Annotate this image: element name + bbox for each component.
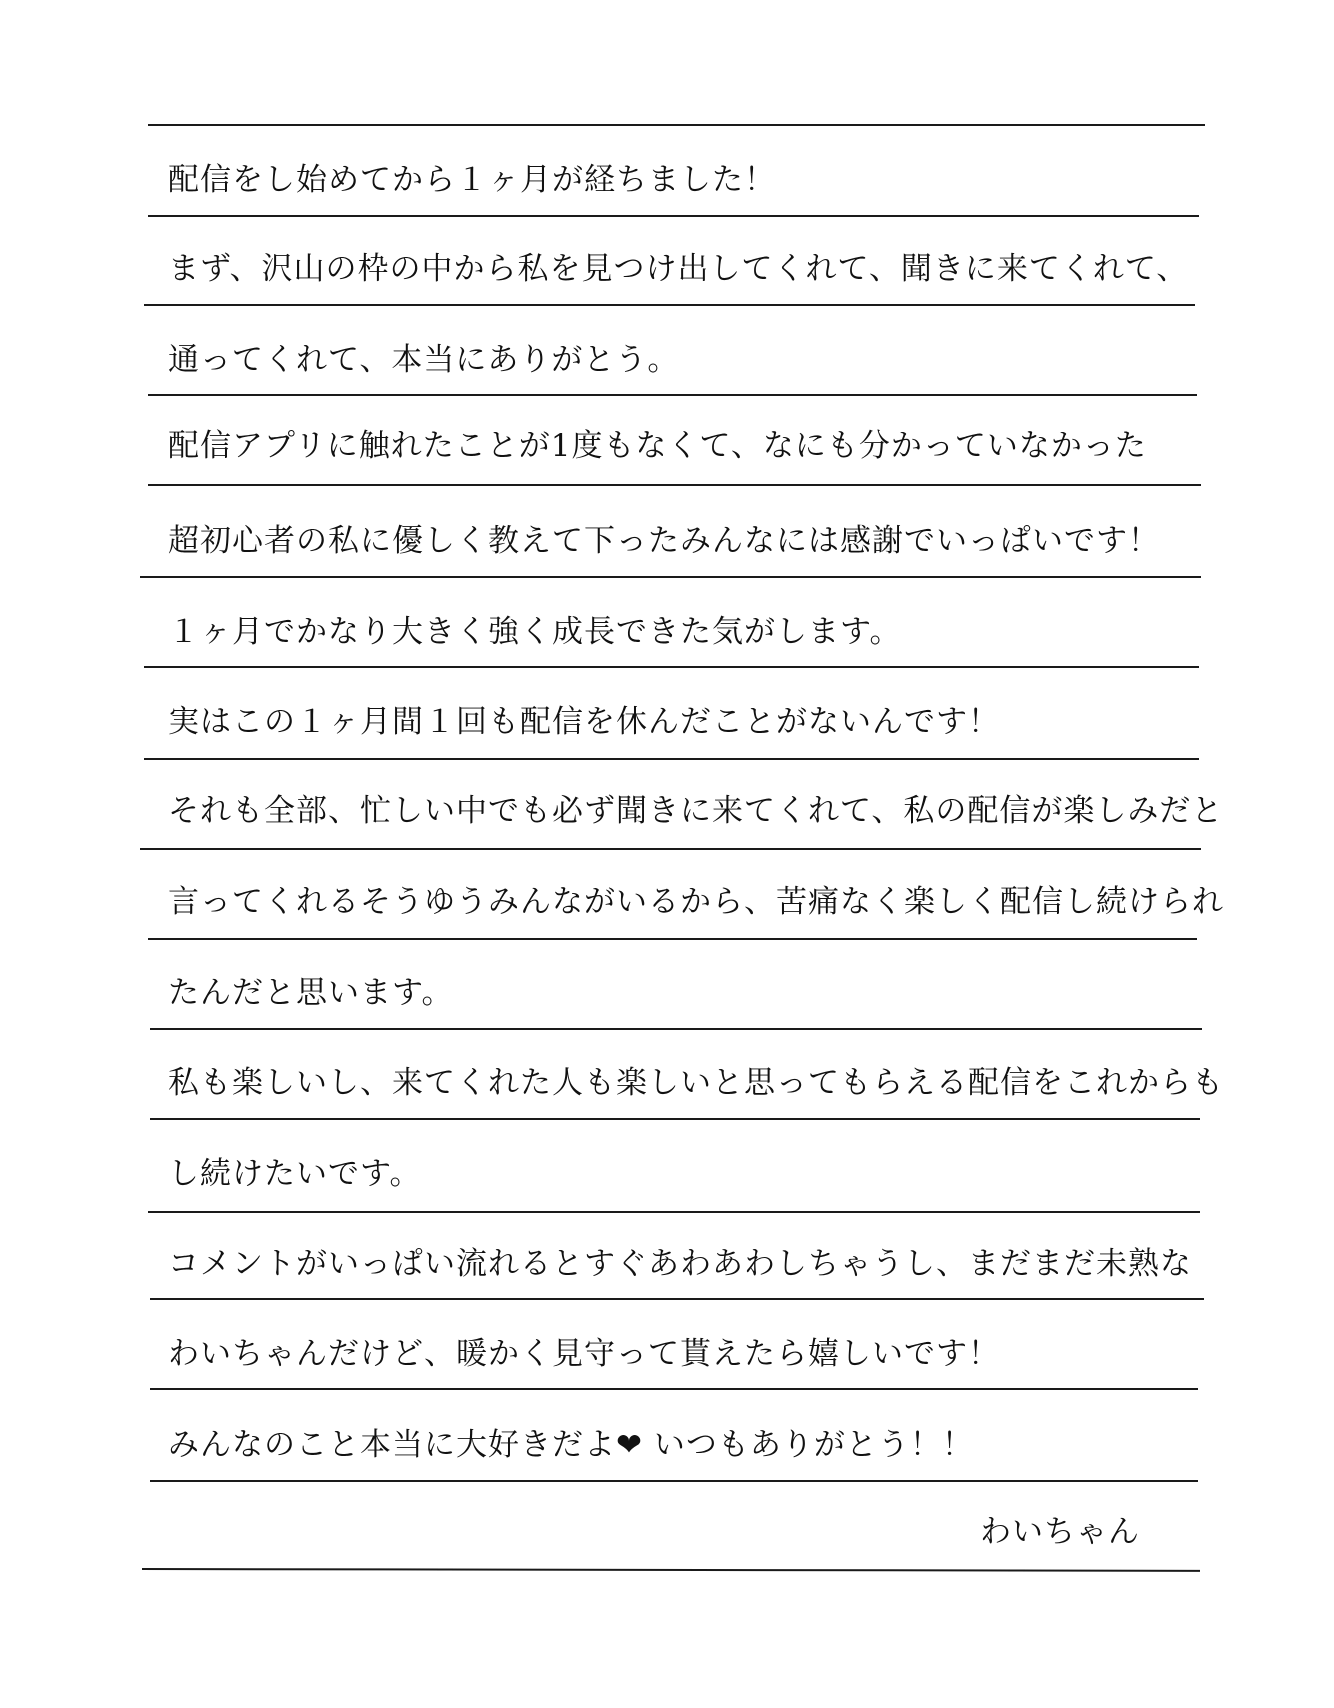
rule-line [140, 576, 1201, 578]
letter-line-10: たんだと思います。 [168, 975, 454, 1011]
rule-line [150, 1480, 1198, 1482]
rule-line [142, 1568, 1200, 1572]
letter-line-3: 通ってくれて、本当にありがとう。 [168, 342, 680, 378]
letter-line-2: まず、沢山の枠の中から私を見つけ出してくれて、聞きに来てくれて、 [168, 251, 1189, 287]
rule-line [150, 1298, 1204, 1300]
rule-line [148, 215, 1199, 217]
rule-line [148, 394, 1197, 396]
letter-line-5: 超初心者の私に優しく教えて下ったみんなには感謝でいっぱいです！ [168, 523, 1160, 559]
rule-line [148, 938, 1197, 940]
rule-line [150, 1388, 1198, 1390]
letter-line-11: 私も楽しいし、来てくれた人も楽しいと思ってもらえる配信をこれからも [168, 1065, 1224, 1101]
rule-line [140, 848, 1201, 850]
rule-line [148, 1211, 1200, 1213]
letter-line-13: コメントがいっぱい流れるとすぐあわあわしちゃうし、まだまだ未熟な [168, 1246, 1192, 1282]
letter-line-14: わいちゃんだけど、暖かく見守って貰えたら嬉しいです！ [168, 1336, 1000, 1372]
letter-line-15: みんなのこと本当に大好きだよ❤︎ いつもありがとう！！ [168, 1427, 974, 1463]
letter-line-1: 配信をし始めてから１ヶ月が経ちました！ [168, 162, 776, 198]
rule-line [148, 124, 1205, 126]
letter-line-6: １ヶ月でかなり大きく強く成長できた気がします。 [168, 614, 902, 650]
letter-line-8: それも全部、忙しい中でも必ず聞きに来てくれて、私の配信が楽しみだと [168, 793, 1224, 829]
letter-line-7: 実はこの１ヶ月間１回も配信を休んだことがないんです！ [168, 704, 1000, 740]
signature: わいちゃん [980, 1514, 1140, 1550]
letter-line-4: 配信アプリに触れたことが1度もなくて、なにも分かっていなかった [168, 428, 1147, 464]
rule-line [144, 304, 1195, 306]
rule-line [148, 484, 1201, 486]
letter-line-12: し続けたいです。 [168, 1156, 422, 1192]
rule-line [150, 1028, 1202, 1030]
rule-line [144, 758, 1199, 760]
rule-line [144, 666, 1199, 668]
letter-line-9: 言ってくれるそうゆうみんながいるから、苦痛なく楽しく配信し続けられ [168, 884, 1224, 920]
rule-line [150, 1118, 1200, 1120]
